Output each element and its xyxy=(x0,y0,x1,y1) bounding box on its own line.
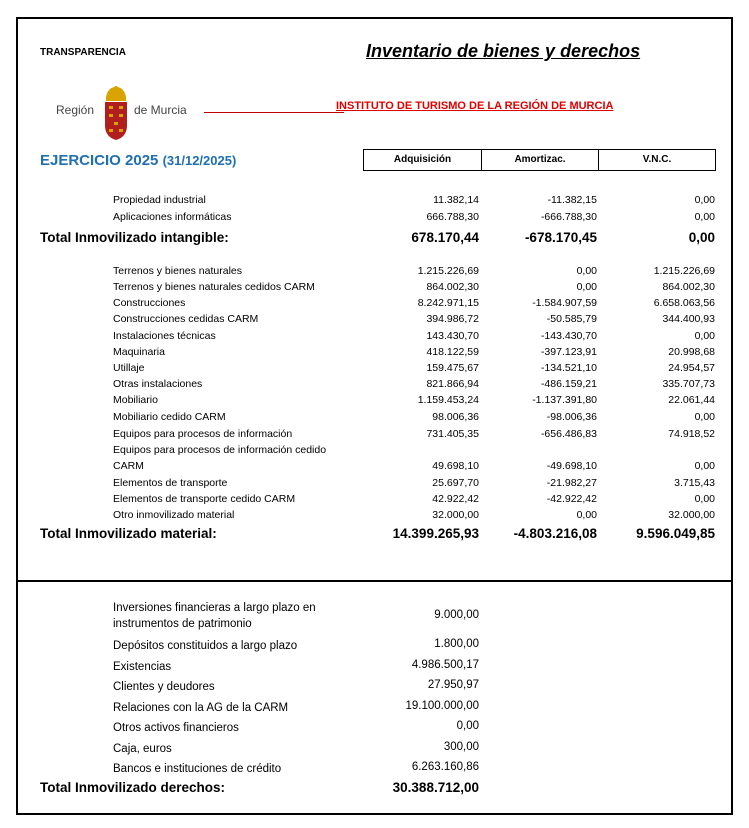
row-label: Bancos e instituciones de crédito xyxy=(113,763,282,775)
row-label: Clientes y deudores xyxy=(113,681,215,693)
table-row xyxy=(18,444,735,460)
row-label: Otros activos financieros xyxy=(113,722,239,734)
amortizacion-value: -143.430,70 xyxy=(540,330,597,342)
row-label: Terrenos y bienes naturales xyxy=(113,265,242,277)
table-row xyxy=(18,378,735,394)
adquisicion-value: 49.698,10 xyxy=(432,460,479,472)
row-label-line2: instrumentos de patrimonio xyxy=(113,618,252,630)
amortizacion-value: -50.585,79 xyxy=(546,313,597,325)
adquisicion-value: 25.697,70 xyxy=(432,477,479,489)
row-label: CARM xyxy=(113,460,144,472)
table-row xyxy=(18,211,735,227)
amount-value: 300,00 xyxy=(443,741,479,753)
vnc-value: 22.061,44 xyxy=(668,394,715,406)
row-label: Terrenos y bienes naturales cedidos CARM xyxy=(113,281,315,293)
vnc-value: 24.954,57 xyxy=(668,362,715,374)
table-row xyxy=(18,394,735,410)
vnc-value: 0,00 xyxy=(694,460,715,472)
adquisicion-value: 1.215.226,69 xyxy=(417,265,479,277)
adquisicion-value: 731.405,35 xyxy=(426,428,479,440)
amortizacion-value: -134.521,10 xyxy=(540,362,597,374)
adquisicion-value: 418.122,59 xyxy=(426,346,479,358)
logo-text-region: Región xyxy=(56,103,95,117)
vnc-value: 20.998,68 xyxy=(668,346,715,358)
fiscal-year-heading xyxy=(40,152,236,169)
total-value: 30.388.712,00 xyxy=(392,780,479,795)
row-label: Aplicaciones informáticas xyxy=(113,211,232,223)
amount-value: 6.263.160,86 xyxy=(411,761,479,773)
amount-value: 1.800,00 xyxy=(434,638,479,650)
row-label: Elementos de transporte cedido CARM xyxy=(113,493,296,505)
row-label: Instalaciones técnicas xyxy=(113,330,216,342)
row-label: Depósitos constituidos a largo plazo xyxy=(113,640,298,652)
vnc-value: 3.715,43 xyxy=(674,477,715,489)
table-row xyxy=(18,194,735,210)
vnc-value: 0,00 xyxy=(694,493,715,505)
total-adquisicion: 14.399.265,93 xyxy=(392,526,479,541)
adquisicion-value: 864.002,30 xyxy=(426,281,479,293)
vnc-value: 6.658.063,56 xyxy=(653,297,715,309)
row-label: Utillaje xyxy=(113,362,145,374)
row-label: Mobiliario cedido CARM xyxy=(113,411,226,423)
vnc-value: 0,00 xyxy=(694,194,715,206)
row-label: Propiedad industrial xyxy=(113,194,206,206)
row-label: Elementos de transporte xyxy=(113,477,228,489)
table-row xyxy=(18,411,735,427)
amortizacion-value: 0,00 xyxy=(576,265,597,277)
amortizacion-value: -397.123,91 xyxy=(540,346,597,358)
adquisicion-value: 1.159.453,24 xyxy=(417,394,479,406)
total-row xyxy=(18,230,735,248)
fiscal-date: (31/12/2025) xyxy=(162,153,237,168)
row-label: Maquinaria xyxy=(113,346,165,358)
adquisicion-value: 8.242.971,15 xyxy=(417,297,479,309)
table-row xyxy=(18,330,735,346)
coat-of-arms-icon xyxy=(102,85,130,141)
table-row xyxy=(18,460,735,476)
row-label: Equipos para procesos de información cedido xyxy=(113,444,327,456)
adquisicion-value: 32.000,00 xyxy=(432,509,479,521)
total-label: Total Inmovilizado material: xyxy=(40,526,217,541)
table-row xyxy=(18,428,735,444)
section-label: TRANSPARENCIA xyxy=(40,47,126,58)
column-header-adquisicion: Adquisición xyxy=(363,149,482,171)
document-title: Inventario de bienes y derechos xyxy=(366,41,641,61)
table-row xyxy=(18,346,735,362)
vnc-value: 344.400,93 xyxy=(662,313,715,325)
amortizacion-value: 0,00 xyxy=(576,509,597,521)
vnc-value: 32.000,00 xyxy=(668,509,715,521)
table-row xyxy=(18,493,735,509)
row-label: Mobiliario xyxy=(113,394,158,406)
amount-value: 0,00 xyxy=(456,720,479,732)
row-label: Caja, euros xyxy=(113,743,172,755)
amortizacion-value: -49.698,10 xyxy=(546,460,597,472)
row-label: Otras instalaciones xyxy=(113,378,203,390)
column-header-amortizacion: Amortizac. xyxy=(481,149,599,171)
total-amortizacion: -4.803.216,08 xyxy=(513,526,597,541)
table-row xyxy=(18,313,735,329)
adquisicion-value: 11.382,14 xyxy=(433,194,479,206)
vnc-value: 0,00 xyxy=(694,330,715,342)
total-label: Total Inmovilizado intangible: xyxy=(40,230,229,245)
row-label: Construcciones cedidas CARM xyxy=(113,313,259,325)
amortizacion-value: -98.006,36 xyxy=(546,411,597,423)
amortizacion-value: -21.982,27 xyxy=(546,477,597,489)
total-adquisicion: 678.170,44 xyxy=(411,230,479,245)
header-divider xyxy=(204,112,344,113)
amortizacion-value: -1.137.391,80 xyxy=(532,394,597,406)
table-row xyxy=(18,265,735,281)
section-divider xyxy=(18,580,731,582)
amortizacion-value: -11.382,15 xyxy=(547,194,597,206)
row-label-line1: Inversiones financieras a largo plazo en xyxy=(113,602,316,614)
row-label xyxy=(113,600,316,632)
row-label: Equipos para procesos de información xyxy=(113,428,293,440)
logo-text-murcia: de Murcia xyxy=(134,103,187,117)
vnc-value: 1.215.226,69 xyxy=(653,265,715,277)
row-label: Existencias xyxy=(113,661,172,673)
total-label: Total Inmovilizado derechos: xyxy=(40,780,226,795)
total-amortizacion: -678.170,45 xyxy=(524,230,597,245)
institute-name: INSTITUTO DE TURISMO DE LA REGIÓN DE MURCIA xyxy=(336,100,614,112)
adquisicion-value: 42.922,42 xyxy=(432,493,479,505)
vnc-value: 0,00 xyxy=(694,411,715,423)
row-label: Construcciones xyxy=(113,297,186,309)
amount-value: 27.950,97 xyxy=(427,679,479,691)
table-row xyxy=(18,477,735,493)
amortizacion-value: -656.486,83 xyxy=(540,428,597,440)
row-label: Relaciones con la AG de la CARM xyxy=(113,702,289,714)
inventory-page xyxy=(16,17,733,815)
vnc-value: 74.918,52 xyxy=(668,428,715,440)
vnc-value: 0,00 xyxy=(694,211,715,223)
column-header-vnc: V.N.C. xyxy=(598,149,716,171)
row-label: Otro inmovilizado material xyxy=(113,509,235,521)
total-vnc: 0,00 xyxy=(688,230,715,245)
amount-value: 9.000,00 xyxy=(434,609,479,621)
amount-value: 4.986.500,17 xyxy=(411,659,479,671)
amortizacion-value: 0,00 xyxy=(576,281,597,293)
total-row xyxy=(18,526,735,544)
vnc-value: 864.002,30 xyxy=(662,281,715,293)
table-row xyxy=(18,600,735,634)
amount-value: 19.100.000,00 xyxy=(405,700,479,712)
vnc-value: 335.707,73 xyxy=(662,378,715,390)
adquisicion-value: 394.986,72 xyxy=(426,313,479,325)
table-row xyxy=(18,297,735,313)
amortizacion-value: -1.584.907,59 xyxy=(532,297,597,309)
table-row xyxy=(18,362,735,378)
adquisicion-value: 98.006,36 xyxy=(432,411,479,423)
table-row xyxy=(18,281,735,297)
adquisicion-value: 143.430,70 xyxy=(426,330,479,342)
table-row xyxy=(18,509,735,525)
adquisicion-value: 666.788,30 xyxy=(426,211,479,223)
amortizacion-value: -666.788,30 xyxy=(540,211,597,223)
adquisicion-value: 159.475,67 xyxy=(426,362,479,374)
amortizacion-value: -486.159,21 xyxy=(540,378,597,390)
total-row xyxy=(18,780,735,798)
total-vnc: 9.596.049,85 xyxy=(636,526,715,541)
adquisicion-value: 821.866,94 xyxy=(426,378,479,390)
fiscal-year: EJERCICIO 2025 xyxy=(40,152,159,169)
amortizacion-value: -42.922,42 xyxy=(546,493,597,505)
